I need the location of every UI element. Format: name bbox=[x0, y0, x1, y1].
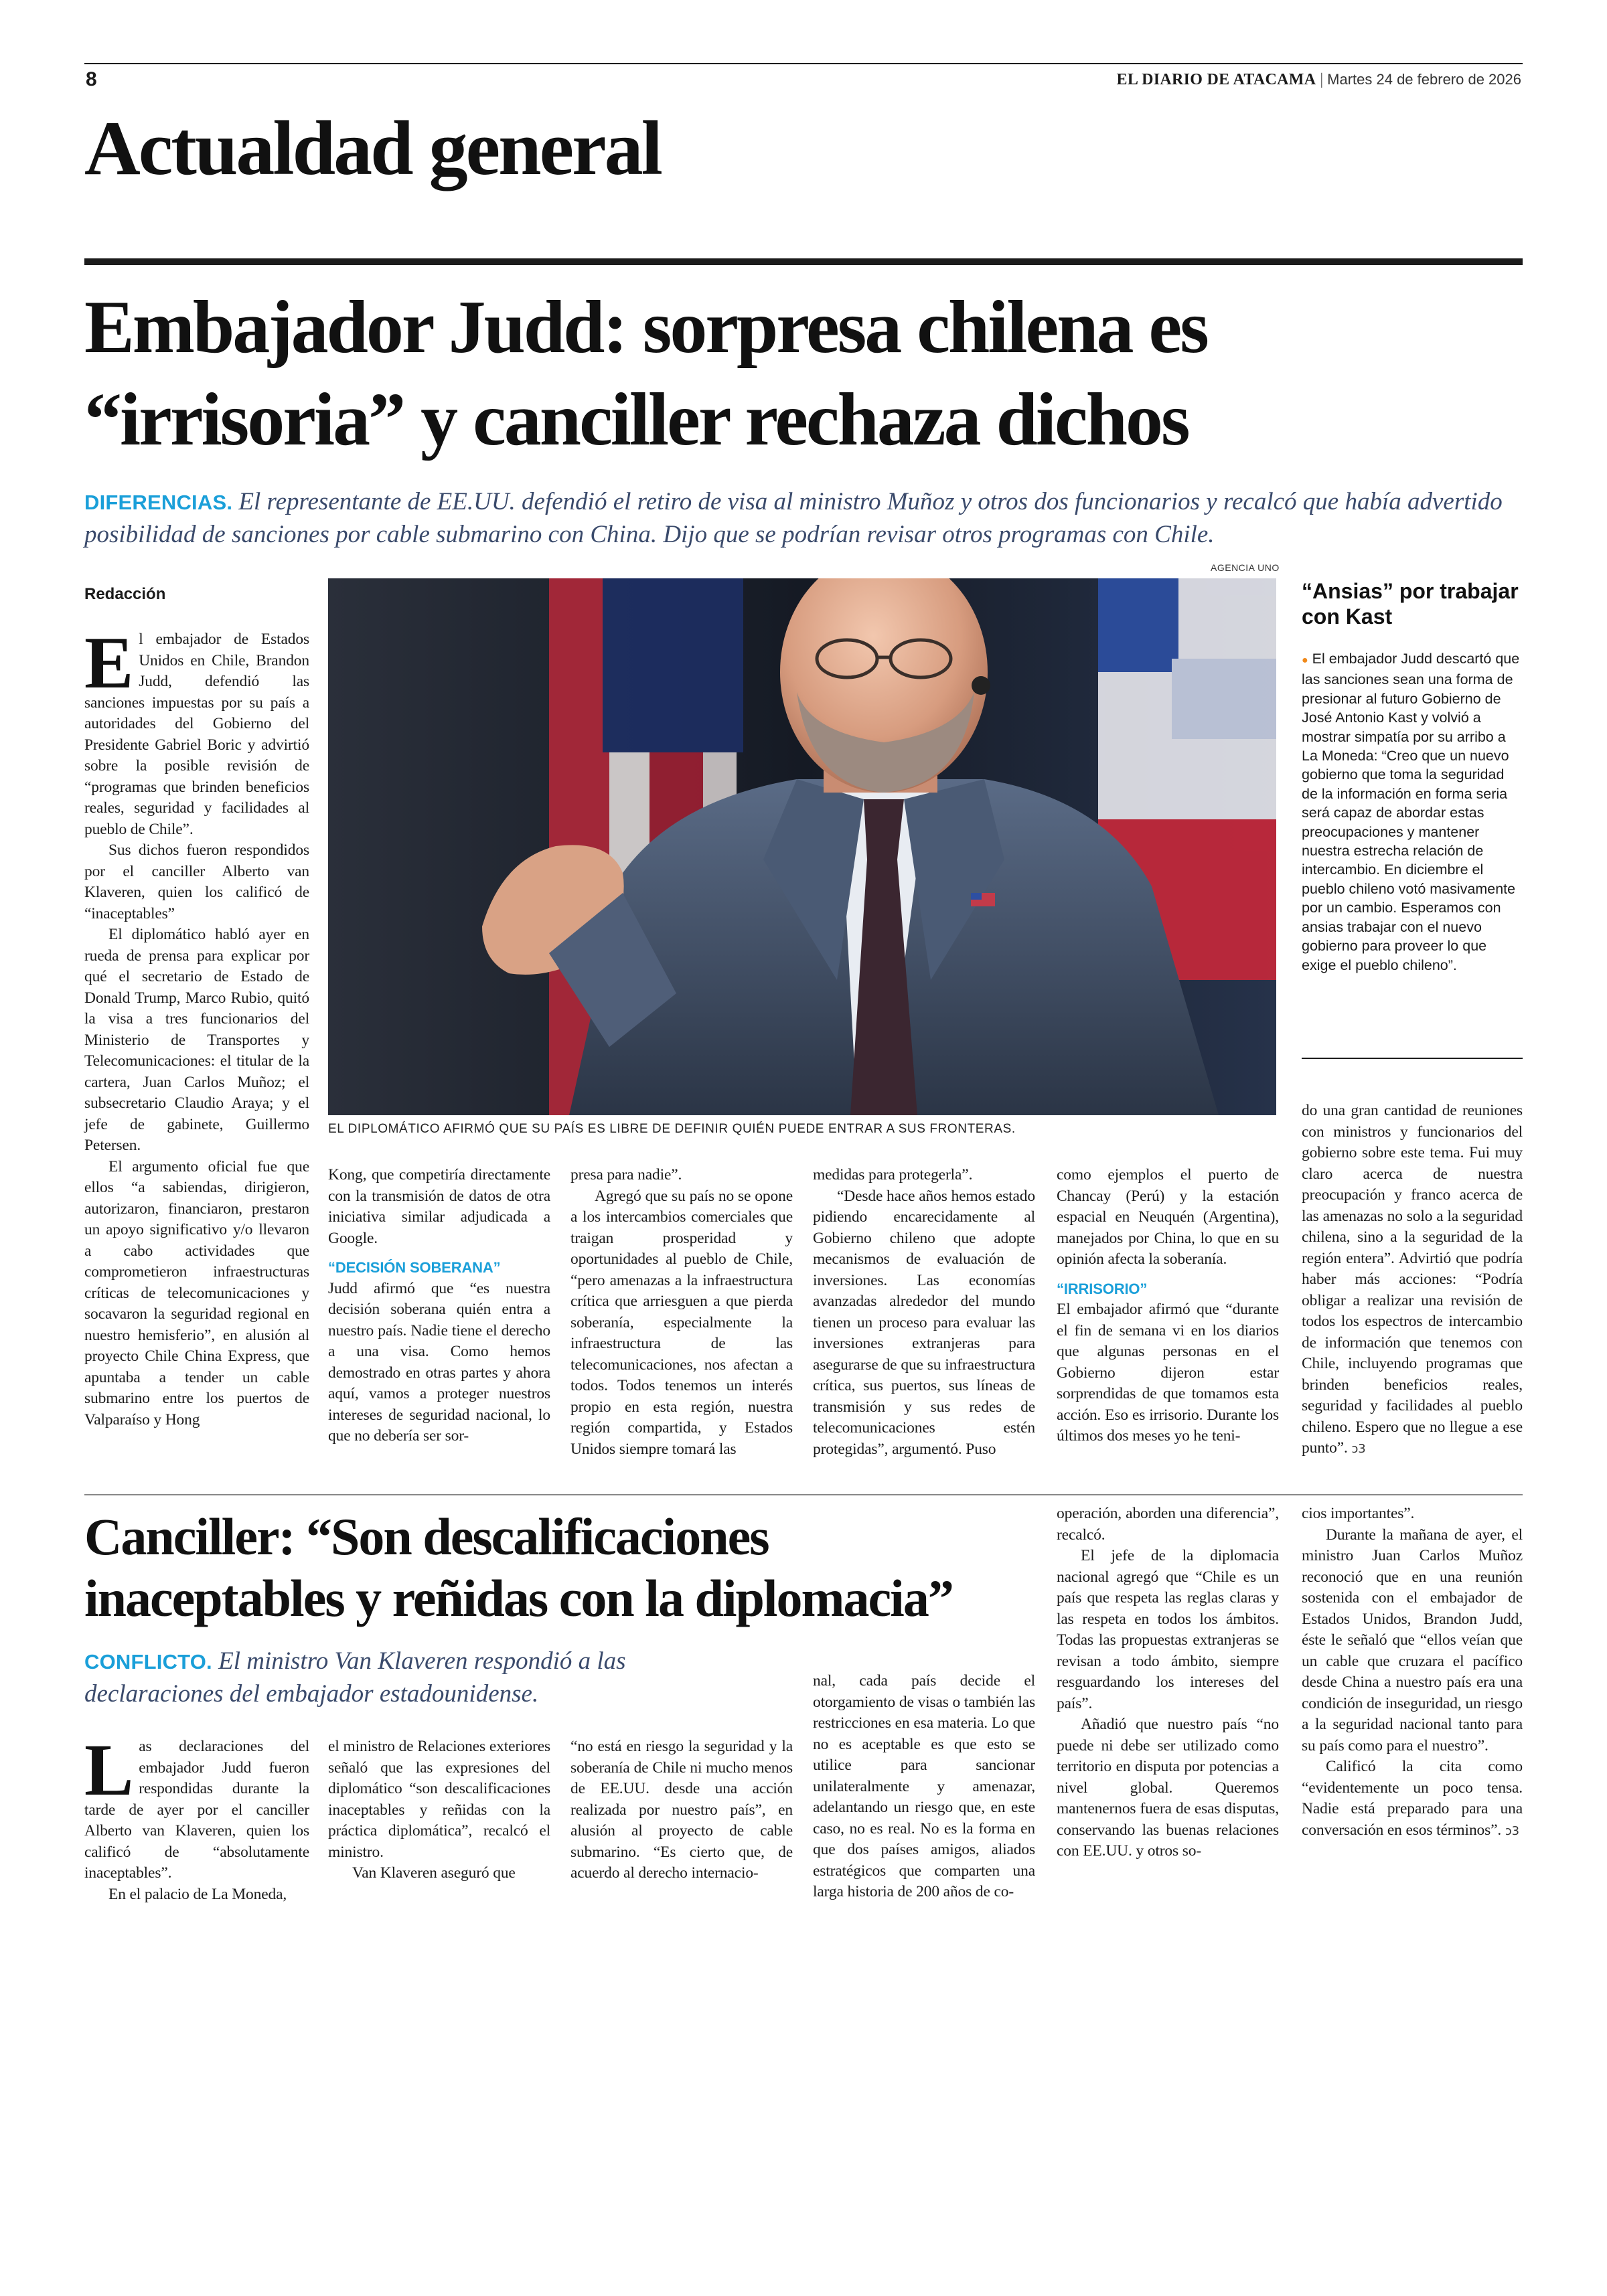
main-col2-p1: Kong, que competiría directamente con la transmisión de datos de otra iniciativa similar adjudicada a Google. bbox=[328, 1166, 550, 1247]
second-col5-p1: operación, aborden una diferencia”, recalcó. bbox=[1057, 1505, 1279, 1544]
main-article-column-2 bbox=[328, 1165, 550, 1447]
main-col5-p1: como ejemplos el puerto de Chancay (Perú) y la estación espacial en Neuquén (Argentina), manejados por China, lo que en su opinión afecta la soberanía. bbox=[1057, 1166, 1279, 1268]
main-article-column-5 bbox=[1057, 1165, 1279, 1447]
publication-name: EL DIARIO DE ATACAMA bbox=[1116, 71, 1316, 88]
second-col1-p2: En el palacio de La Moneda, bbox=[108, 1885, 287, 1903]
second-dropcap: L bbox=[84, 1729, 134, 1811]
second-article-column-5 bbox=[1057, 1503, 1279, 1862]
second-kicker: CONFLICTO. bbox=[84, 1650, 212, 1673]
second-col1-p1: as declaraciones del embajador Judd fueron respondidas durante la tarde de ayer por el canciller Alberto van Klaveren, quien los calificó de “absolutamente inaceptables”. bbox=[84, 1738, 309, 1882]
main-col1-p3: El diplomático habló ayer en rueda de prensa para explicar por qué el secretario de Estado de Donald Trump, Marco Rubio, quitó la visa a tres funcionarios del Ministerio de Transportes y Telecomunicaciones: el titular de la cartera, Juan Carlos Muñoz; el subsecretario Claudio Araya; y el jefe de gabinete, Guillermo Petersen. bbox=[84, 926, 309, 1154]
second-col6-p3: Calificó la cita como “evidentemente un poco tensa. Nadie está preparado para una conversación en esos términos”. bbox=[1302, 1758, 1523, 1839]
sidebar-body bbox=[1302, 649, 1524, 975]
end-of-article-icon: ↄ3 bbox=[1351, 1442, 1366, 1456]
main-deck bbox=[84, 486, 1531, 551]
photo-illustration bbox=[328, 578, 1276, 1115]
sidebar-bottom-rule bbox=[1302, 1058, 1523, 1059]
main-col1-p4: El argumento oficial fue que ellos “a sabiendas, dirigieron, autorizaron, financiaron, prestaron un apoyo significativo y/o llevaron a cabo actividades que comprometieron infraestructuras críticas de telecomunicaciones y socavaron la seguridad regional en nuestro hemisferio”, en alusión al proyecto Chile China Express, que apuntaba a tender un cable submarino entre los puertos de Valparaíso y Hong bbox=[84, 1157, 309, 1428]
header-separator: | bbox=[1320, 71, 1328, 88]
main-col3-p1: presa para nadie”. bbox=[570, 1166, 682, 1183]
main-col4-p1: medidas para protegerla”. bbox=[813, 1166, 973, 1183]
second-col5-p3: Añadió que nuestro país “no puede ni debe ser utilizado como territorio en disputa por potencias a nivel global. Queremos mantenernos fuera de esas disputas, conservando las buenas relaciones con EE.UU. y otros so- bbox=[1057, 1716, 1279, 1860]
main-article-column-6 bbox=[1302, 1100, 1523, 1460]
main-col5-subhead: “IRRISORIO” bbox=[1057, 1280, 1148, 1297]
section-rule bbox=[84, 258, 1523, 265]
main-col6-p1: do una gran cantidad de reuniones con ministros y funcionarios del gobierno sobre este tema. Fui muy claro acerca de nuestra preocupación y franco acerca de las amenazas no solo a la seguridad chilena, sino a la seguridad de la región entera”. Advirtió que podría haber más acciones: “Podría obligar a realizar una revisión de todos los espectros de intercambio de información que tenemos con Chile, incluyendo programas que brinden beneficios reales, seguridad y facilidades al pueblo chileno. Espero que no llegue a ese punto”. bbox=[1302, 1102, 1523, 1457]
main-dropcap: E bbox=[84, 622, 134, 704]
second-headline-line1: Canciller: “Son descalificaciones bbox=[84, 1507, 769, 1566]
photo-caption: EL DIPLOMÁTICO AFIRMÓ QUE SU PAÍS ES LIBRE DE DEFINIR QUIÉN PUEDE ENTRAR A SUS FRONTERAS. bbox=[328, 1122, 1016, 1136]
main-headline bbox=[84, 281, 1524, 466]
main-article-column-4 bbox=[813, 1165, 1035, 1460]
second-col4-p1: nal, cada país decide el otorgamiento de visas o también las restricciones en esa materia. Lo que no es aceptable es que esto se utilice para sancionar unilateralmente y amenazar, adelantando un riesgo que, en este caso, no es real. No es la forma en que dos países amigos, aliados estratégicos que comparten una larga historia de 200 años de co- bbox=[813, 1672, 1035, 1900]
main-col2-p2: Judd afirmó que “es nuestra decisión soberana quién entra a nuestro país. Nadie tiene el derecho a una visa. Como hemos demostrado en otras partes y ahora aquí, vamos a proteger nuestros intereses de seguridad nacional, lo que no debería ser sor- bbox=[328, 1279, 550, 1445]
second-col2-p1: el ministro de Relaciones exteriores señaló que las expresiones del diplomático “son descalificaciones inaceptables y reñidas con la práctica diplomática”, recalcó el ministro. bbox=[328, 1738, 550, 1861]
main-deck-text: El representante de EE.UU. defendió el retiro de visa al ministro Muñoz y otros dos funcionarios y recalcó que había advertido posibilidad de sanciones por cable submarino con China. Dijo que se podrían revisar otros programas con Chile. bbox=[84, 488, 1503, 548]
article-separator bbox=[84, 1494, 1523, 1495]
sidebar-title: “Ansias” por trabajar con Kast bbox=[1302, 579, 1519, 629]
second-article-column-3 bbox=[570, 1736, 793, 1884]
issue-date: Martes 24 de febrero de 2026 bbox=[1327, 71, 1521, 88]
ambassador-photo bbox=[328, 578, 1276, 1115]
main-col1-p2: Sus dichos fueron respondidos por el canciller Alberto van Klaveren, quien los calificó de “inaceptables” bbox=[84, 841, 309, 922]
top-rule bbox=[84, 63, 1523, 64]
main-article-column-3 bbox=[570, 1165, 793, 1460]
main-headline-line2: “irrisoria” y canciller rechaza dichos bbox=[84, 378, 1189, 461]
second-article-column-6 bbox=[1302, 1503, 1523, 1841]
second-col2-p2: Van Klaveren aseguró que bbox=[352, 1864, 516, 1882]
main-article-column-1 bbox=[84, 622, 309, 1430]
byline: Redacción bbox=[84, 585, 166, 603]
main-col5-p2: El embajador afirmó que “durante el fin de semana vi en los diarios que algunas personas en el Gobierno dijeron estar sorprendidas de que tomamos esta acción. Eso es irrisorio. Durante los últimos dos meses yo he teni- bbox=[1057, 1301, 1279, 1445]
main-col3-p2: Agregó que su país no se opone a los intercambios comerciales que traigan prosperidad y oportunidades al pueblo de Chile, “pero amenazas a la infraestructura crítica que arriesguen a que pierda soberanía, especialmente la infraestructura de las telecomunicaciones, nos afectan a todos. Todos tenemos un interés propio en esta región, nuestra región compartida, y Estados Unidos siempre tomará las bbox=[570, 1187, 793, 1458]
second-article-column-4 bbox=[813, 1671, 1035, 1903]
sidebar bbox=[1302, 578, 1524, 1058]
second-col6-p1: cios importantes”. bbox=[1302, 1505, 1415, 1522]
second-headline-line2: inaceptables y reñidas con la diplomacia” bbox=[84, 1569, 953, 1627]
second-headline bbox=[84, 1506, 1049, 1629]
main-kicker: DIFERENCIAS. bbox=[84, 491, 233, 514]
main-col1-p1: l embajador de Estados Unidos en Chile, Brandon Judd, defendió las sanciones impuestas por su país a autoridades del Gobierno del Presidente Gabriel Boric y advirtió sobre la posible revisión de “programas que brinden beneficios reales, seguridad y facilidades al pueblo de Chile”. bbox=[84, 631, 309, 838]
second-article-column-2 bbox=[328, 1736, 550, 1884]
second-col5-p2: El jefe de la diplomacia nacional agregó que “Chile es un país que respeta las reglas claras y las respeta en todos los ámbitos. Todas las propuestas extranjeras se revisan a todo ámbito, siempre resguardando los intereses del país”. bbox=[1057, 1547, 1279, 1712]
photo-credit: AGENCIA UNO bbox=[1211, 562, 1280, 573]
second-col3-p1: “no está en riesgo la seguridad y la soberanía de Chile ni mucho menos de EE.UU. desde una acción realizada por nuestro país”, en alusión al proyecto de cable submarino. “Es cierto que, de acuerdo al derecho internacio- bbox=[570, 1738, 793, 1882]
second-col6-p2: Durante la mañana de ayer, el ministro Juan Carlos Muñoz reconoció que en una reunión sostenida con el embajador de Estados Unidos, Brandon Judd, éste le señaló que “ellos veían que un cable que cruzara el pacífico desde China a nuestro país era una condición de inseguridad, un riesgo a la seguridad nacional tanto para su país como para el nuestro”. bbox=[1302, 1526, 1523, 1754]
second-deck bbox=[84, 1645, 720, 1710]
section-title: Actualdad general bbox=[84, 106, 661, 191]
sidebar-bullet-icon: ● bbox=[1302, 655, 1308, 666]
main-col2-subhead: “DECISIÓN SOBERANA” bbox=[328, 1259, 501, 1276]
second-deck-text: El ministro Van Klaveren respondió a las declaraciones del embajador estadounidense. bbox=[84, 1647, 626, 1708]
page-number: 8 bbox=[86, 68, 97, 90]
main-col4-p2: “Desde hace años hemos estado pidiendo encarecidamente al Gobierno chileno que adopte mecanismos de evaluación de inversiones. Las economías avanzadas alrededor del mundo tienen un proceso para evaluar las inversiones extranjeras para asegurarse de que su infraestructura crítica, sus puertos, sus líneas de transmisión y sus redes de telecomunicaciones estén protegidas”, argumentó. Puso bbox=[813, 1187, 1035, 1458]
page-header-meta bbox=[1117, 71, 1521, 89]
end-of-article-icon: ↄ3 bbox=[1505, 1823, 1519, 1838]
main-headline-line1: Embajador Judd: sorpresa chilena es bbox=[84, 286, 1207, 369]
sidebar-text: El embajador Judd descartó que las sanciones sean una forma de presionar al futuro Gobierno de José Antonio Kast y volvió a mostrar simpatía por su arribo a La Moneda: “Creo que un nuevo gobierno que toma la seguridad de la información en forma seria será capaz de abordar estas preocupaciones y mantener nuestra estrecha relación de intercambio. En diciembre el pueblo chileno votó masivamente por un cambio. Esperamos con ansias trabajar con el nuevo gobierno para proveer lo que exige el pueblo chileno”. bbox=[1302, 651, 1520, 973]
second-article-column-1 bbox=[84, 1729, 309, 1905]
